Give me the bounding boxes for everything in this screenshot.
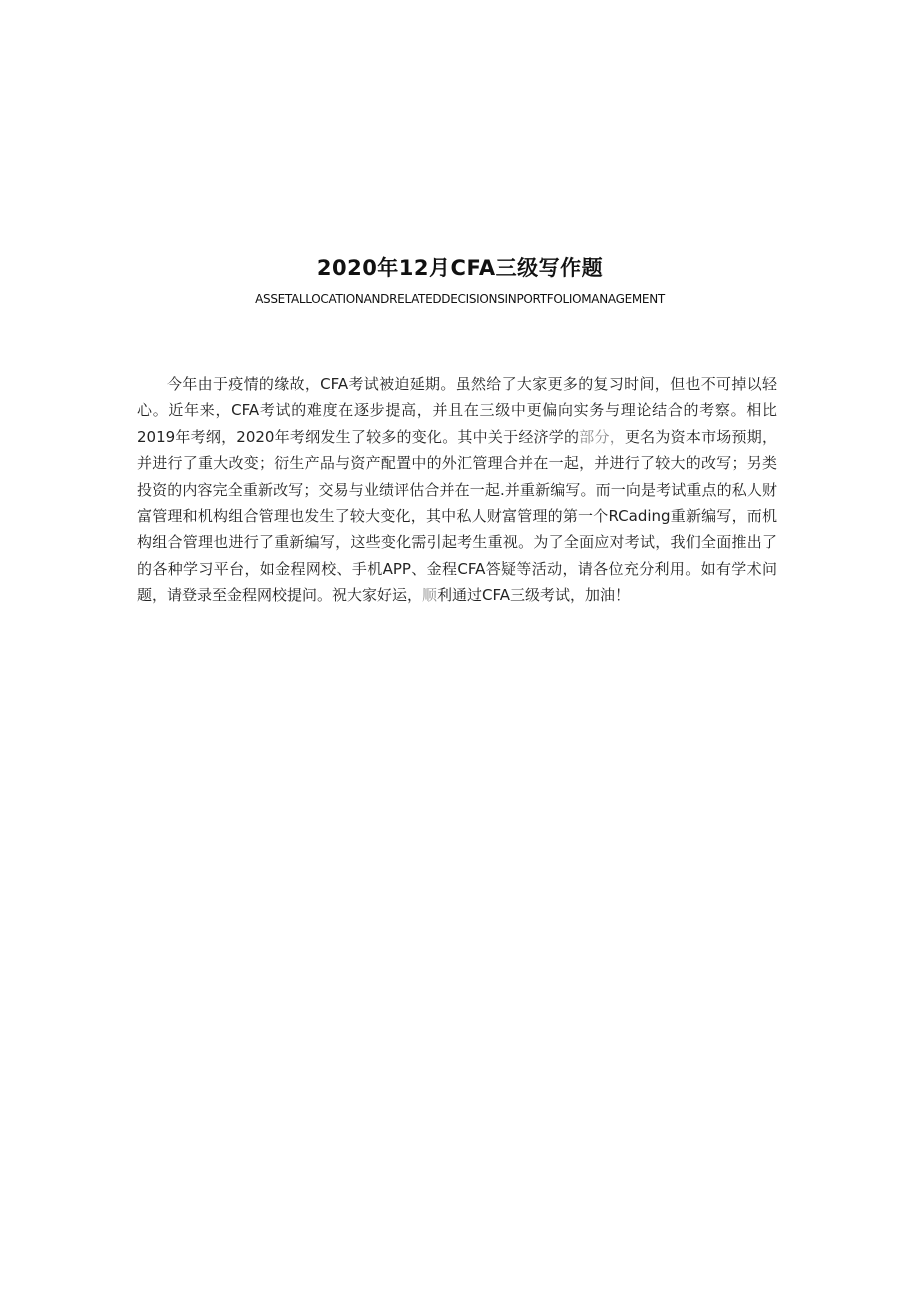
paragraph-text: 利通过CFA三级考试，加油！: [437, 586, 631, 605]
paragraph-text-muted: 顺: [422, 586, 438, 605]
document-title: 2020年12月CFA三级写作题: [316, 256, 604, 280]
paragraph-text: 更名为资本市场预期，并进行了重大改变；衍生产品与资产配置中的外汇管理合并在一起，并进行了较大的改写；另类投资的内容完全重新改写；交易与业绩评估合并在一起.并重新编写。而一向是考试重点的私人财富管理和机构组合管理也发生了较大变化，其中私人财富管理的第一个RCading重新编写，而机构组合管理也进行了重新编写，这些变化需引起考生重视。为了全面应对考试，我们全面推出了的各种学习平台，如金程网校、手机APP、金程CFA答疑等活动，请各位充分利用。如有学术问题，请登录至金程网校提问。祝大家好运，: [137, 427, 777, 605]
paragraph-text: 今年由于疫情的缘故，CFA考试被迫延期。虽然给了大家更多的复习时间，但也不可掉以轻心。近年来，CFA考试的难度在逐步提高，并且在三级中更偏向实务与理论结合的考察。相比2019年考纲，2020年考纲发生了较多的变化。其中关于经济学的: [137, 375, 777, 446]
intro-paragraph: [137, 371, 777, 609]
document-subtitle: ASSETALLOCATIONANDRELATEDDECISIONSINPORTFOLIOMANAGEMENT: [255, 292, 665, 306]
paragraph-text-muted: 部分，: [579, 427, 625, 446]
